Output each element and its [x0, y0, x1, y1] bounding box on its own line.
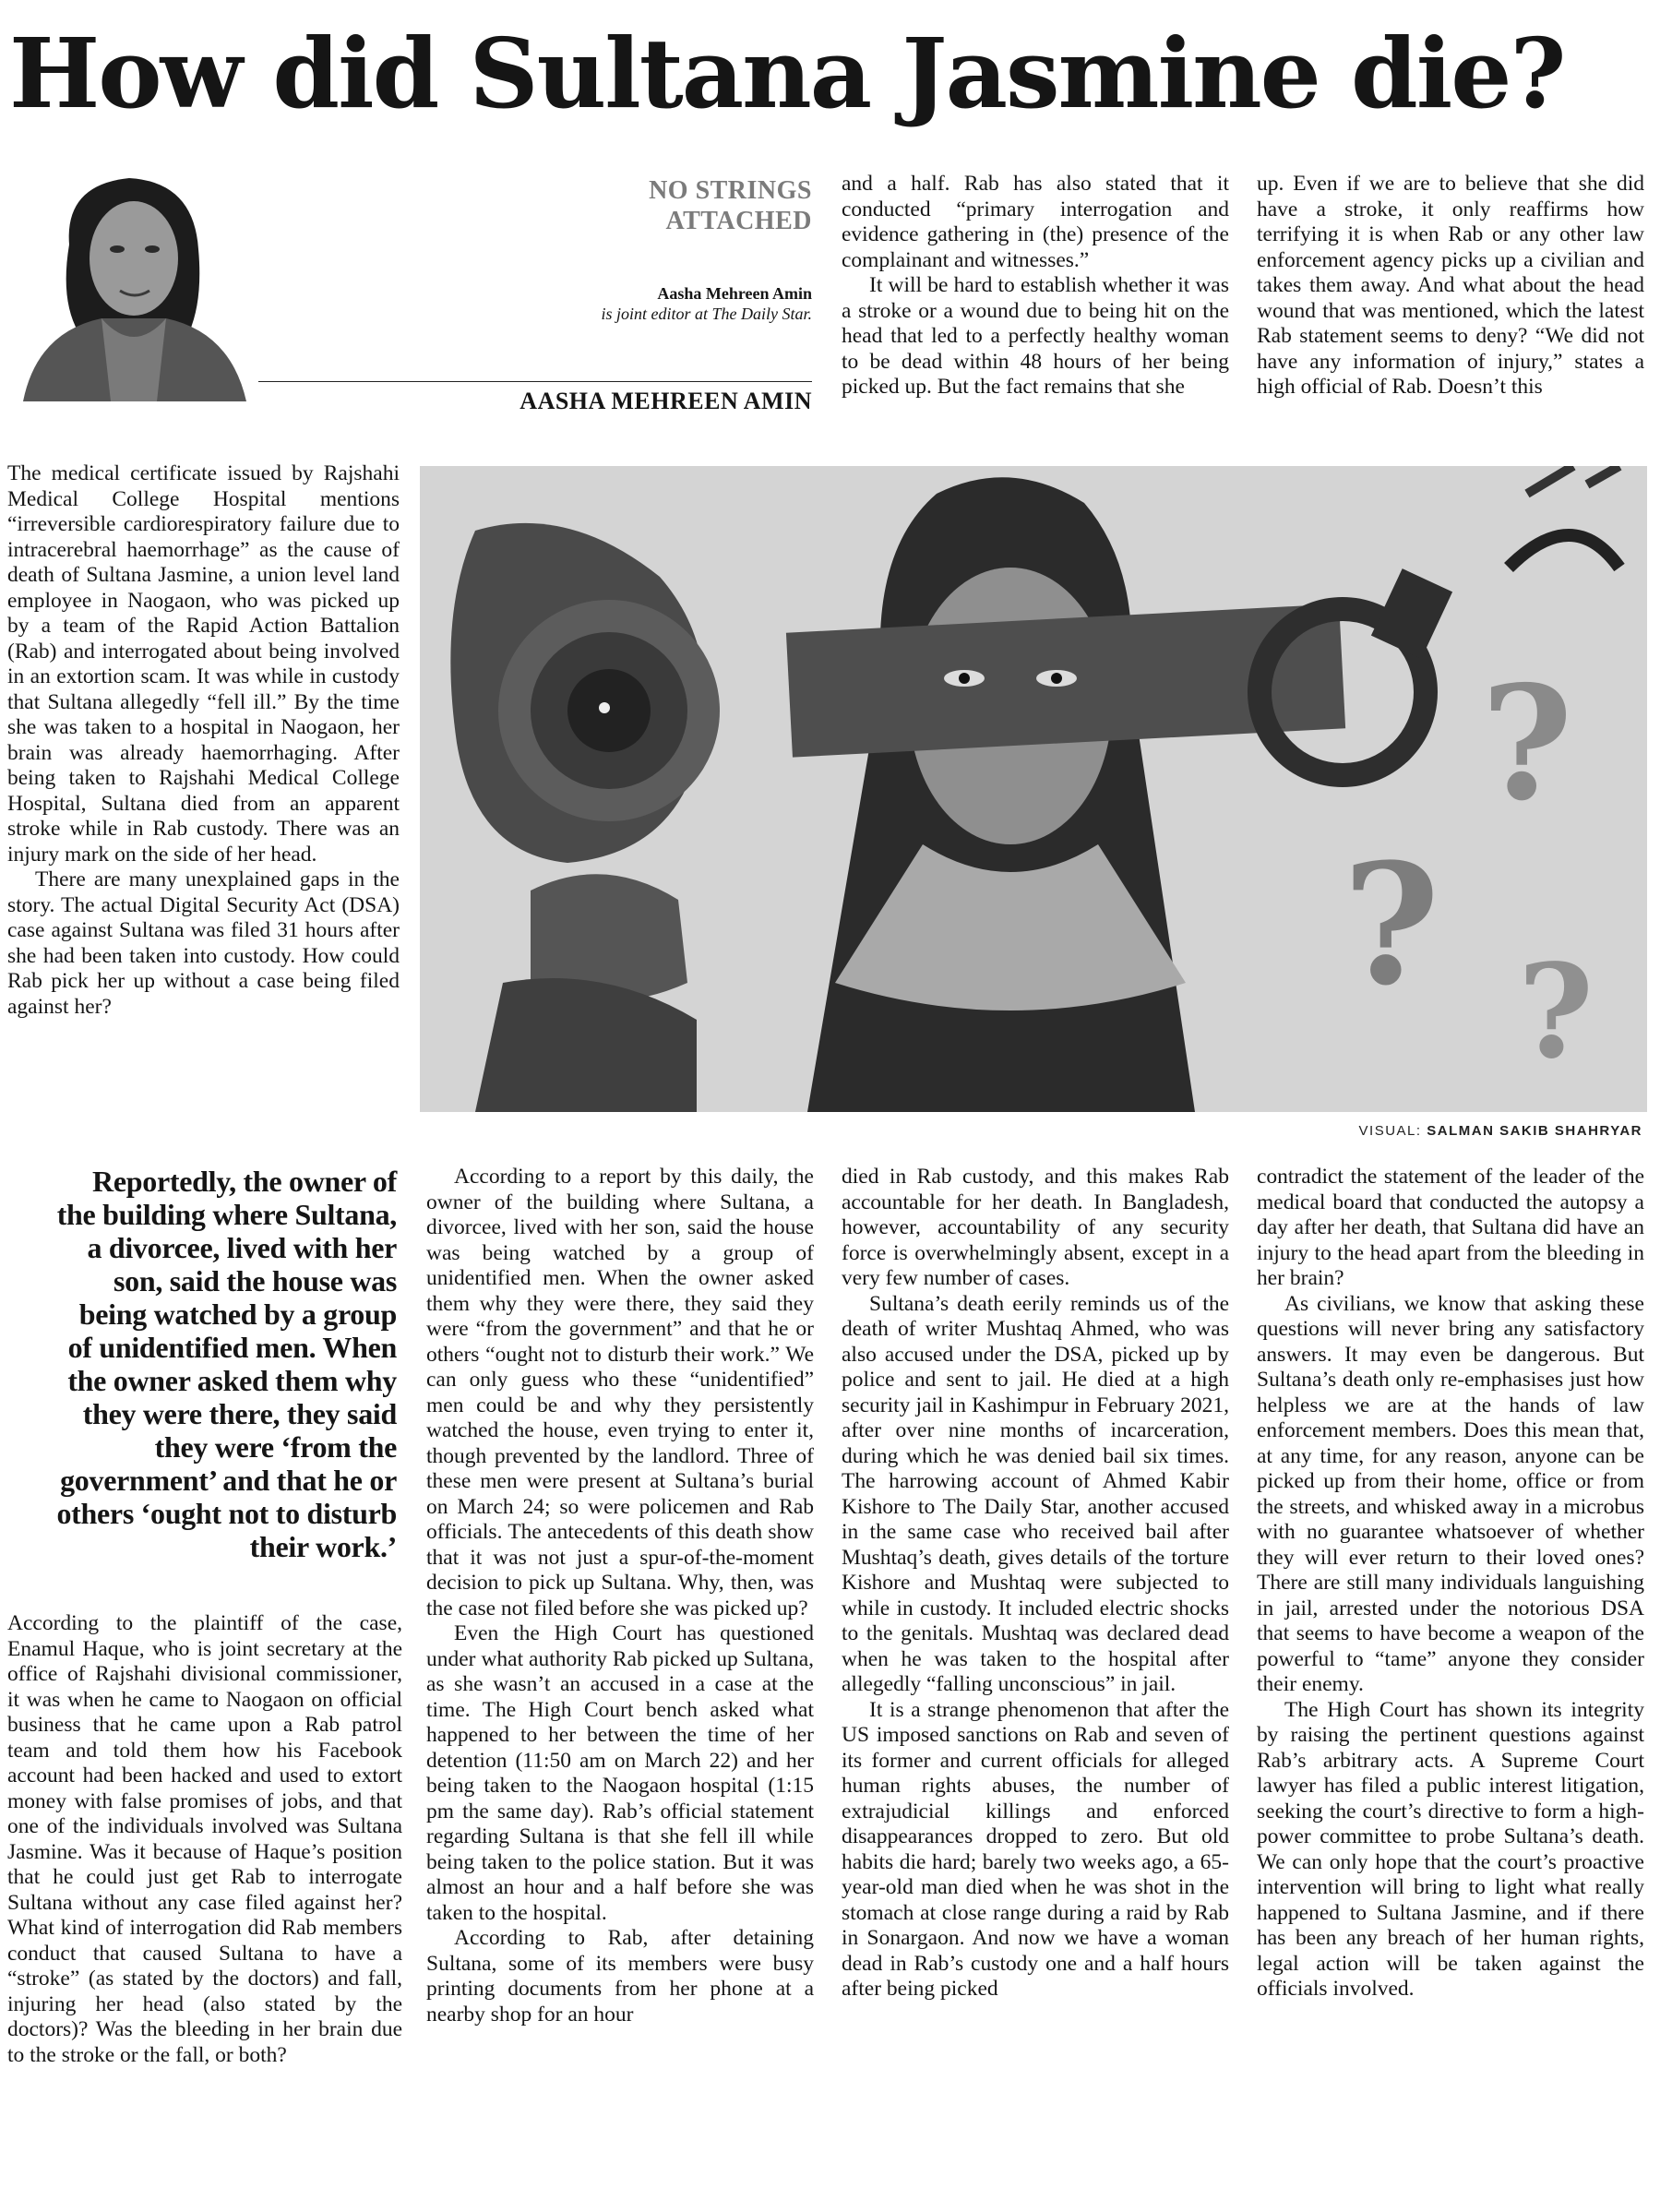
author-portrait [5, 161, 258, 401]
column-3-top [1257, 172, 1644, 401]
paragraph: According to Rab, after detaining Sultana, some of its members were busy printing documents from her phone at a nearby shop for an hour [426, 1926, 814, 2027]
column-2-top [842, 172, 1229, 401]
paragraph: There are many unexplained gaps in the story. The actual Digital Security Act (DSA) case against Sultana was filed 31 hours after she had been taken into custody. How could Rab pick her up without a case being filed against her? [7, 867, 400, 1019]
paragraph: It will be hard to establish whether it was a stroke or a wound due to being hit on the head that led to a perfectly healthy woman to be dead within 48 hours of her being picked up. But the fact remains that she [842, 273, 1229, 399]
svg-text:?: ? [1343, 828, 1440, 1022]
credit-name: SALMAN SAKIB SHAHRYAR [1427, 1123, 1642, 1139]
paragraph: Even the High Court has questioned under what authority Rab picked up Sultana, as she wasn’t an accused in a case at the time. The High Court bench asked what happened to her between the time of her detention (11:50 am on March 22) and her being taken to the Naogaon hospital (1:15 pm the same day). Rab’s official statement regarding Sultana is that she fell ill while being taken to the police station. But it was almost an hour and a half before she was taken to the hospital. [426, 1621, 814, 1925]
headline: How did Sultana Jasmine die? [9, 17, 1565, 130]
paragraph: and a half. Rab has also stated that it conducted “primary interrogation and evidence gathering in (the) presence of the complainant and witnesses.” [842, 172, 1229, 272]
paragraph: The medical certificate issued by Rajshahi Medical College Hospital mentions “irreversible cardiorespiratory failure due to intracerebral haemorrhage” as the cause of death of Sultana Jasmine, a union level land employee in Naogaon, who was picked up by a team of the Rapid Action Battalion (Rab) and interrogated about being involved in an extortion scam. It was while in custody that Sultana allegedly “fell ill.” By the time she was taken to a hospital in Naogaon, her brain was already haemorrhaging. After being taken to Rajshahi Medical College Hospital, Sultana died from an apparent stroke while in Rab custody. There was an injury mark on the side of her head. [7, 461, 400, 867]
author-bio: is joint editor at The Daily Star. [601, 305, 812, 323]
column-4-bottom [1257, 1165, 1644, 2003]
column-1-top [7, 461, 400, 1020]
paragraph: It is a strange phenomenon that after the US imposed sanctions on Rab and seven of its former and current officials for alleged human rights abuses, the number of extrajudicial killings and enforced disappearances dropped to zero. But old habits die hard; barely two weeks ago, a 65-year-old man died when he was shot in the stomach at close range during a raid by Rab in Sonargaon. And now we have a woman dead in Rab’s custody one and a half hours after being picked [842, 1697, 1229, 2001]
illustration [420, 466, 1647, 1112]
pull-quote: Reportedly, the owner of the building where Sultana, a divorcee, lived with her son, said the house was being watched by a group of unidentified men. When the owner asked them why they were there, they said they were ‘from the government’ and that he or others ‘ought not to disturb their work.’ [56, 1165, 397, 1563]
credit-label: VISUAL: [1358, 1123, 1422, 1139]
author-name: Aasha Mehreen Amin [657, 284, 812, 303]
paragraph: died in Rab custody, and this makes Rab accountable for her death. In Bangladesh, however, accountability of any security force is overwhelmingly absent, except in a very few number of cases. [842, 1165, 1229, 1290]
paragraph: As civilians, we know that asking these questions will never bring any satisfactory answers. It may even be dangerous. But Sultana’s death only re-emphasises just how helpless we are at the hands of law enforcement members. Does this mean that, at any time, for any reason, anyone can be picked up from their home, office or from the streets, and whisked away in a microbus with no guarantee whatsoever of whether they will ever return to their loved ones? There are still many individuals languishing in jail, arrested under the notorious DSA that seems to have become a weapon of the powerful to “tame” anyone they consider their enemy. [1257, 1291, 1644, 1696]
paragraph: The High Court has shown its integrity by raising the pertinent questions against Rab’s arbitrary acts. A Supreme Court lawyer has filed a public interest litigation, seeking the court’s directive to form a high-power committee to probe Sultana’s death. We can only hope that the court’s proactive intervention will bring to light what really happened to Sultana Jasmine, and if there has been any breach of her human rights, legal action will be taken against the officials involved. [1257, 1697, 1644, 2001]
visual-credit [1273, 1123, 1642, 1139]
paragraph: contradict the statement of the leader of the medical board that conducted the autopsy a day after her death, that Sultana did have an injury to the head apart from the bleeding in her brain? [1257, 1165, 1644, 1290]
svg-text:?: ? [1481, 652, 1573, 836]
column-kicker: NO STRINGS ATTACHED [649, 176, 812, 235]
svg-text:?: ? [1518, 937, 1594, 1088]
paragraph: According to a report by this daily, the owner of the building where Sultana, a divorcee, lived with her son, said the house was being watched by a group of unidentified men. When the owner asked them why they were there, they said they were “from the government” and that he or others “ought not to disturb their work.” We can only guess who these “unidentified” men could be and why they persistently watched the house, even trying to enter it, though prevented by the landlord. Three of these men were present at Sultana’s burial on March 24; so were policemen and Rab officials. The antecedents of this death show that it was not just a spur-of-the-moment decision to pick up Sultana. Why, then, was the case not filed before she was picked up? [426, 1165, 814, 1620]
paragraph: According to the plaintiff of the case, Enamul Haque, who is joint secretary at the office of Rajshahi divisional commissioner, it was when he came to Naogaon on official business that he came upon a Rab patrol team and told them how his Facebook account had been hacked and used to extort money with false promises of jobs, and that one of the individuals involved was Sultana Jasmine. Was it because of Haque’s position that he could just get Rab to interrogate Sultana without any case filed against her? What kind of interrogation did Rab members conduct that caused Sultana to have a “stroke” (as stated by the doctors) and fall, injuring her head (also stated by the doctors)? Was the bleeding in her brain due to the stroke or the fall, or both? [7, 1611, 402, 2067]
byline: AASHA MEHREEN AMIN [519, 388, 812, 414]
column-2-bottom [426, 1165, 814, 2027]
column-1-bottom [7, 1611, 402, 2068]
paragraph: up. Even if we are to believe that she did have a stroke, it only reaffirms how terrifying it is when Rab or any other law enforcement agency picks up a civilian and takes them away. And what about the head wound that was mentioned, which the latest Rab statement seems to deny? “We did not have any information of injury,” states a high official of Rab. Doesn’t this [1257, 172, 1644, 399]
paragraph: Sultana’s death eerily reminds us of the death of writer Mushtaq Ahmed, who was also accused under the DSA, picked up by police and sent to jail. He died at a high security jail in Kashimpur in February 2021, after over nine months of incarceration, during which he was denied bail six times. The harrowing account of Ahmed Kabir Kishore to The Daily Star, another accused in the same case who received bail after Mushtaq’s death, gives details of the torture Kishore and Mushtaq were subjected to while in custody. It included electric shocks to the genitals. Mushtaq was declared dead when he was taken to the hospital after allegedly “falling unconscious” in jail. [842, 1291, 1229, 1696]
byline-rule [258, 381, 812, 382]
column-3-bottom [842, 1165, 1229, 2003]
